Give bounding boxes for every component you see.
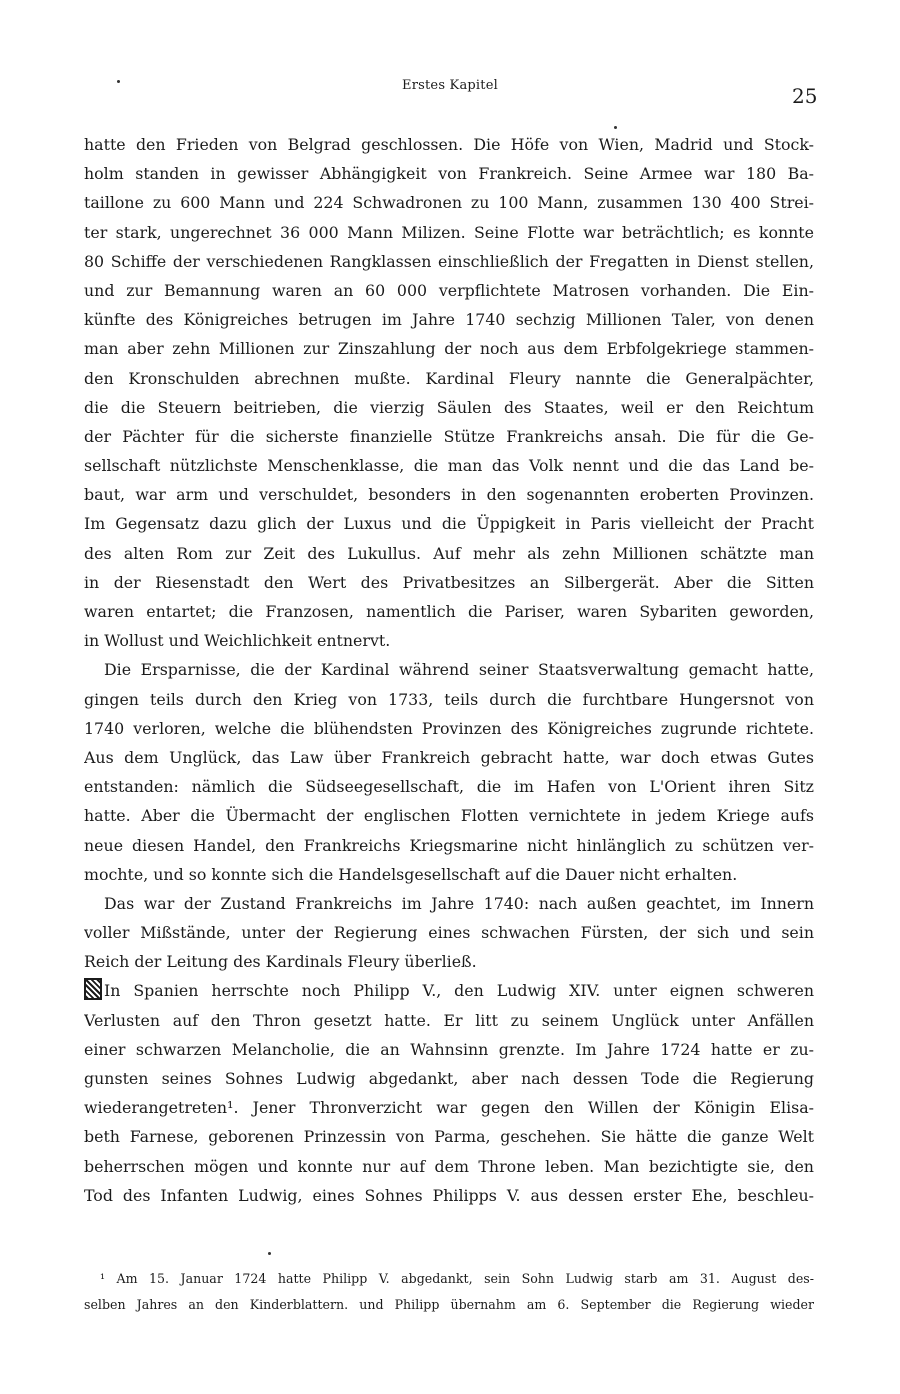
text-line: den Kronschulden abrechnen mußte. Kardinal Fleury nannte die Generalpächter,	[84, 368, 814, 388]
text-line: gingen teils durch den Krieg von 1733, teils durch die furchtbare Hungersnot von	[84, 689, 814, 709]
footnotes	[84, 1266, 814, 1318]
text-line: die die Steuern beitrieben, die vierzig Säulen des Staates, weil er den Reichtum	[84, 397, 814, 417]
text-line: Tod des Infanten Ludwig, eines Sohnes Philipps V. aus dessen erster Ehe, beschleu-	[84, 1185, 814, 1205]
text-line: Verlusten auf den Thron gesetzt hatte. Er litt zu seinem Unglück unter Anfällen	[84, 1010, 814, 1030]
text-line: der Pächter für die sicherste finanzielle Stütze Frankreichs ansah. Die für die Ge-	[84, 426, 814, 446]
text-line: 80 Schiffe der verschiedenen Rangklassen einschließlich der Fregatten in Dienst stellen,	[84, 251, 814, 271]
text-line: in Wollust und Weichlichkeit entnervt.	[84, 631, 391, 651]
scan-speck	[614, 126, 617, 129]
text-line: hatte den Frieden von Belgrad geschlossen. Die Höfe von Wien, Madrid und Stock-	[84, 135, 814, 154]
text-line: voller Mißstände, unter der Regierung eines schwachen Fürsten, der sich und sein	[84, 923, 814, 943]
text-line: neue diesen Handel, den Frankreichs Kriegsmarine nicht hinlänglich zu schützen ver-	[84, 835, 814, 855]
text-line: waren entartet; die Franzosen, namentlich die Pariser, waren Sybariten geworden,	[84, 602, 814, 621]
text-line: entstanden: nämlich die Südseegesellschaft, die im Hafen von L'Orient ihren Sitz	[84, 777, 814, 797]
text-line: hatte. Aber die Übermacht der englischen Flotten vernichtete in jedem Kriege aufs	[84, 806, 814, 826]
running-title: Erstes Kapitel	[402, 78, 498, 93]
text-line: baut, war arm und verschuldet, besonders in den sogenannten eroberten Provinzen.	[84, 485, 814, 505]
text-line: taillone zu 600 Mann und 224 Schwadronen zu 100 Mann, zusammen 130 400 Strei-	[84, 193, 814, 213]
text-line: mochte, und so konnte sich die Handelsgesellschaft auf die Dauer nicht erhalten.	[84, 864, 738, 884]
text-line: Reich der Leitung des Kardinals Fleury überließ.	[84, 952, 477, 972]
text-line-with-initial	[84, 976, 814, 1005]
text-line: holm standen in gewisser Abhängigkeit von Frankreich. Seine Armee war 180 Ba-	[84, 164, 814, 184]
text-line: wiederangetreten¹. Jener Thronverzicht war gegen den Willen der Königin Elisa-	[84, 1098, 814, 1118]
page-number: 25	[792, 84, 818, 108]
text-line: Im Gegensatz dazu glich der Luxus und die Üppigkeit in Paris vielleicht der Pracht	[84, 514, 814, 534]
text-line: des alten Rom zur Zeit des Lukullus. Auf mehr als zehn Millionen schätzte man	[84, 543, 814, 563]
text-line: Das war der Zustand Frankreichs im Jahre 1740: nach außen geachtet, im Innern	[104, 893, 814, 913]
text-line: beth Farnese, geborenen Prinzessin von Parma, geschehen. Sie hätte die ganze Welt	[84, 1127, 814, 1147]
footnote-line: ¹ Am 15. Januar 1724 hatte Philipp V. abgedankt, sein Sohn Ludwig starb am 31. August des-	[100, 1271, 814, 1286]
text-line: in der Riesenstadt den Wert des Privatbesitzes an Silbergerät. Aber die Sitten	[84, 572, 814, 592]
text-line: künfte des Königreiches betrugen im Jahre 1740 sechzig Millionen Taler, von denen	[84, 310, 814, 330]
text-line: sellschaft nützlichste Menschenklasse, die man das Volk nennt und die das Land be-	[84, 456, 814, 476]
text-line: In Spanien herrschte noch Philipp V., den Ludwig XIV. unter eignen schweren	[104, 981, 814, 1001]
scan-speck	[117, 80, 120, 83]
text-line: 1740 verloren, welche die blühendsten Provinzen des Königreiches zugrunde richtete.	[84, 718, 814, 738]
text-line: gunsten seines Sohnes Ludwig abgedankt, aber nach dessen Tode die Regierung	[84, 1069, 814, 1088]
text-line: ter stark, ungerechnet 36 000 Mann Milizen. Seine Flotte war beträchtlich; es konnte	[84, 222, 814, 242]
section-mark-icon	[84, 978, 102, 1000]
text-line: Aus dem Unglück, das Law über Frankreich gebracht hatte, war doch etwas Gutes	[84, 747, 814, 767]
text-line: und zur Bemannung waren an 60 000 verpflichtete Matrosen vorhanden. Die Ein-	[84, 280, 814, 300]
text-line: Die Ersparnisse, die der Kardinal während seiner Staatsverwaltung gemacht hatte,	[104, 660, 814, 680]
text-line: man aber zehn Millionen zur Zinszahlung der noch aus dem Erbfolgekriege stammen-	[84, 339, 814, 359]
text-line: beherrschen mögen und konnte nur auf dem Throne leben. Man bezichtigte sie, den	[84, 1156, 814, 1176]
body-text	[84, 130, 814, 1210]
scan-speck	[268, 1252, 271, 1255]
text-line: einer schwarzen Melancholie, die an Wahnsinn grenzte. Im Jahre 1724 hatte er zu-	[84, 1039, 814, 1059]
footnote-line: selben Jahres an den Kinderblattern. und Philipp übernahm am 6. September die Regierung wieder	[84, 1297, 814, 1312]
